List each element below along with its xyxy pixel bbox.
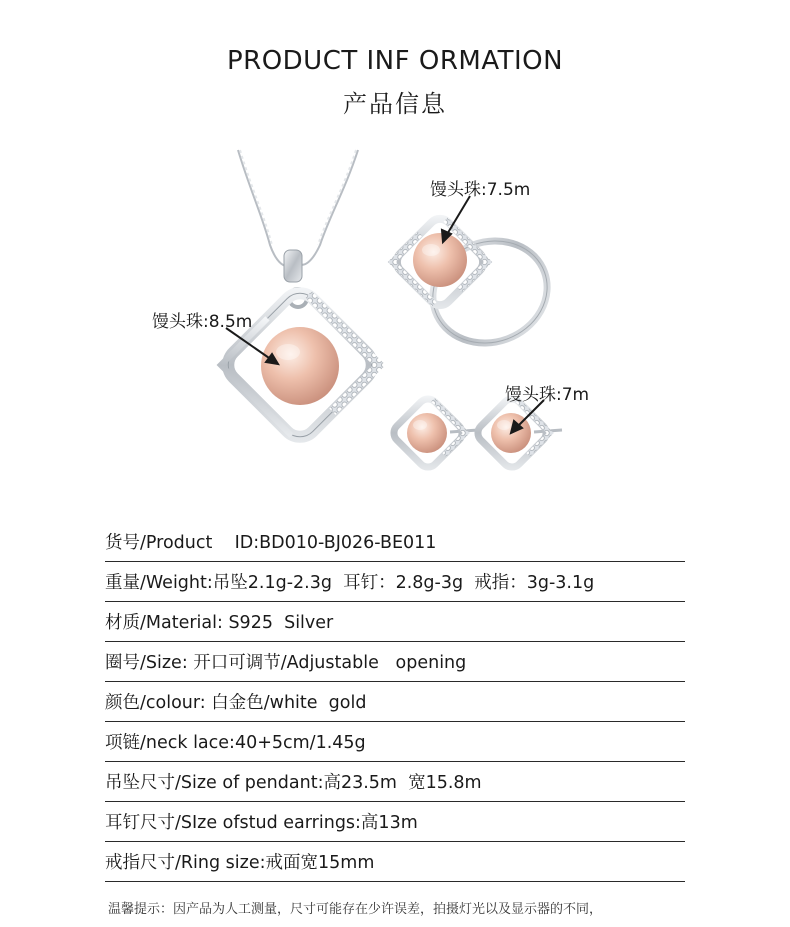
- spec-row-pendant-size: 吊坠尺寸/Size of pendant:高23.5m 宽15.8m: [105, 762, 685, 802]
- earring-right: [474, 395, 562, 471]
- spec-table: [105, 522, 685, 882]
- spec-row-necklace: 项链/neck lace:40+5cm/1.45g: [105, 722, 685, 762]
- earring-left: [390, 395, 478, 471]
- pendant-pearl: [261, 327, 339, 405]
- spec-row-material: 材质/Material: S925 Silver: [105, 602, 685, 642]
- spec-row-earring-size: 耳钉尺寸/SIze ofstud earrings:高13m: [105, 802, 685, 842]
- spec-row-colour: 颜色/colour: 白金色/white gold: [105, 682, 685, 722]
- spec-row-product-id: 货号/Product ID:BD010-BJ026-BE011: [105, 522, 685, 562]
- spec-row-weight: 重量/Weight:吊坠2.1g-2.3g 耳钉：2.8g-3g 戒指：3g-3.1g: [105, 562, 685, 602]
- earring-left-pearl: [407, 413, 447, 453]
- footnote-notice: 温馨提示：因产品为人工测量，尺寸可能存在少许误差，拍摄灯光以及显示器的不同，: [108, 902, 603, 917]
- callout-earrings: 馒头珠:7m: [505, 385, 590, 405]
- spec-row-ring-size: 戒指尺寸/Ring size:戒面宽15mm: [105, 842, 685, 882]
- callout-pendant: 馒头珠:8.5m: [152, 312, 253, 332]
- spec-row-size: 圈号/Size: 开口可调节/Adjustable opening: [105, 642, 685, 682]
- necklace-chain: [238, 150, 358, 266]
- callout-ring: 馒头珠:7.5m: [430, 180, 531, 200]
- page-title-en: PRODUCT INF ORMATION: [226, 46, 564, 76]
- ring-pearl: [413, 233, 467, 287]
- page-title-cn: 产品信息: [343, 90, 447, 118]
- ring: [392, 214, 562, 359]
